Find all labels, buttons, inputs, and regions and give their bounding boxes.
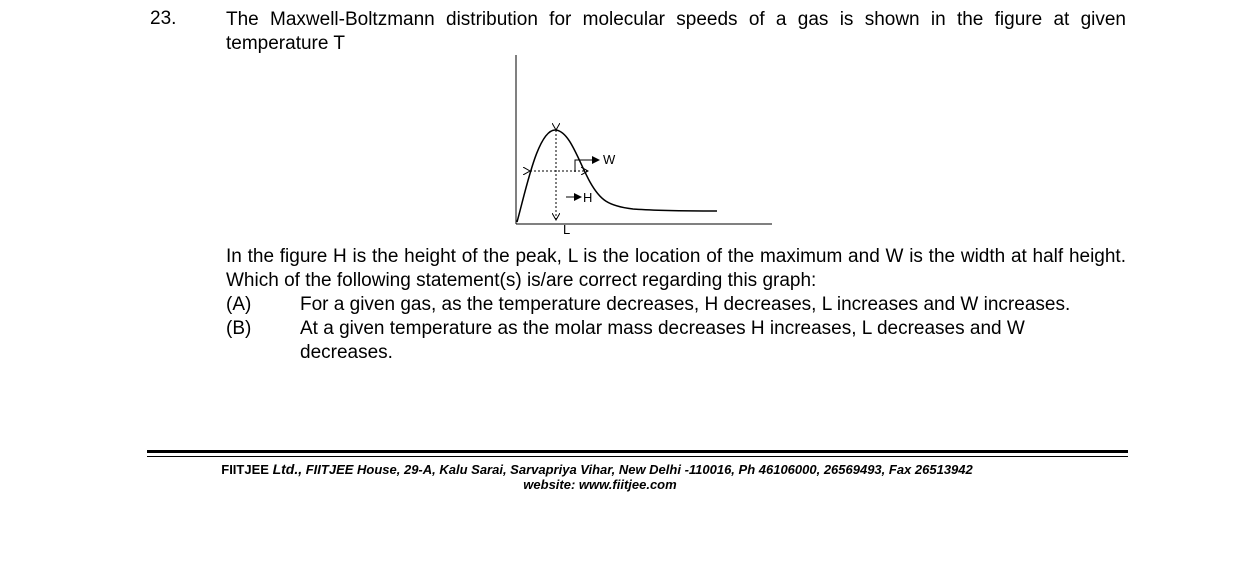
footer-address: FIITJEE House, 29-A, Kalu Sarai, Sarvapriya Vihar, New Delhi -110016, Ph 46106000, 26569493, Fax 26513942 xyxy=(305,462,973,477)
label-w: W xyxy=(603,152,616,167)
footer-website: website: www.fiitjee.com xyxy=(523,477,677,492)
label-h: H xyxy=(583,190,593,205)
footer-divider-thick xyxy=(147,450,1128,453)
maxwell-boltzmann-figure xyxy=(508,50,778,235)
option-a[interactable] xyxy=(226,293,1126,317)
question-number: 23. xyxy=(150,8,177,29)
distribution-curve xyxy=(517,130,717,222)
label-l: L xyxy=(563,222,571,235)
option-b-text: At a given temperature as the molar mass decreases H increases, L decreases and W decreases. xyxy=(300,318,1025,363)
footer-address-line xyxy=(147,461,1047,478)
footer-ltd: Ltd., xyxy=(272,461,303,477)
figure-description: In the figure H is the height of the peak, L is the location of the maximum and W is the width at half height. Which of the following statement(s) is/are correct regarding this graph: xyxy=(226,246,1126,291)
option-b-label: (B) xyxy=(226,318,252,339)
w-pointer xyxy=(575,160,599,172)
footer-brand: FIITJEE xyxy=(221,462,269,477)
option-b[interactable] xyxy=(226,317,1126,365)
option-a-text: For a given gas, as the temperature decreases, H decreases, L increases and W increases. xyxy=(300,294,1071,315)
footer-divider-thin xyxy=(147,456,1128,457)
option-a-label: (A) xyxy=(226,294,252,315)
question-text: The Maxwell-Boltzmann distribution for molecular speeds of a gas is shown in the figure at given temperature T xyxy=(226,9,1126,54)
question-body xyxy=(226,245,1126,365)
